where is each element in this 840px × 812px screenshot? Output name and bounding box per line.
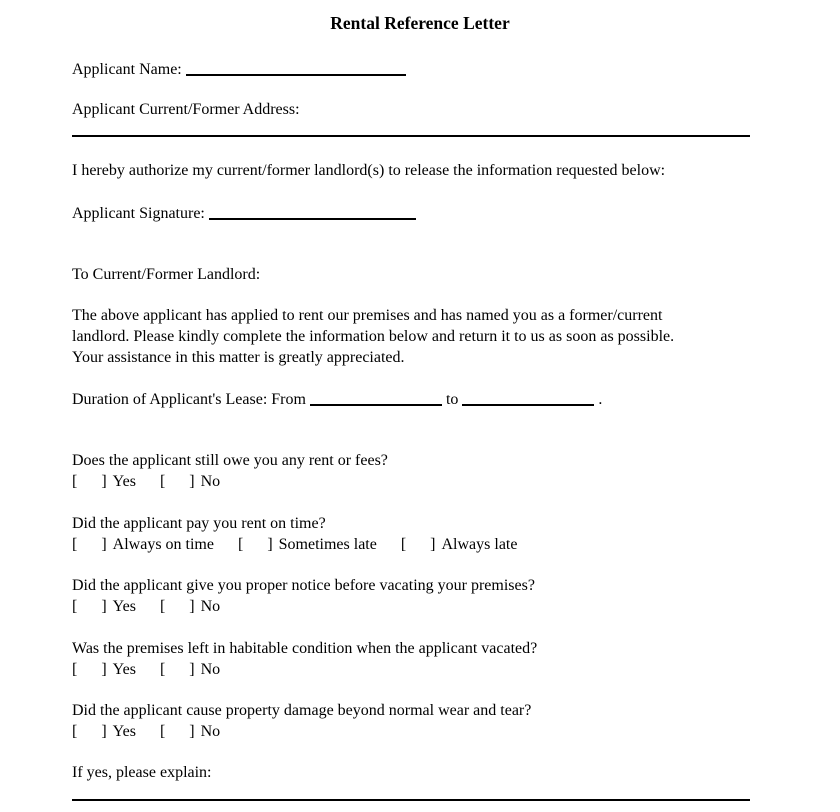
checkbox-option-no[interactable] (160, 661, 220, 678)
question-options (72, 534, 541, 555)
lease-to-blank[interactable] (462, 390, 594, 406)
checkbox-icon[interactable]: [ ] (159, 598, 195, 615)
checkbox-option-yes[interactable] (72, 473, 136, 490)
checkbox-option-yes[interactable] (72, 723, 136, 740)
question-options (72, 659, 537, 680)
question-property-damage (72, 700, 531, 742)
question-text: Did the applicant give you proper notice before vacating your premises? (72, 577, 535, 594)
question-rent-on-time (72, 513, 541, 555)
checkbox-label: No (200, 473, 221, 490)
question-text: Did the applicant pay you rent on time? (72, 515, 326, 532)
applicant-signature-blank[interactable] (209, 204, 416, 220)
question-habitable-condition (72, 638, 537, 680)
intro-line-2: landlord. Please kindly complete the information below and return it to us as soon as possible. (72, 328, 675, 345)
checkbox-option-always-on-time[interactable] (72, 536, 214, 553)
checkbox-icon[interactable]: [ ] (159, 661, 195, 678)
checkbox-option-yes[interactable] (72, 661, 136, 678)
intro-line-3: Your assistance in this matter is greatly appreciated. (72, 349, 405, 366)
applicant-address-blank-line[interactable] (72, 135, 750, 137)
checkbox-icon[interactable]: [ ] (72, 723, 107, 740)
question-proper-notice (72, 575, 535, 617)
checkbox-icon[interactable]: [ ] (72, 473, 107, 490)
checkbox-label: No (200, 723, 221, 740)
intro-paragraph (72, 305, 674, 368)
checkbox-label: No (200, 598, 221, 615)
landlord-salutation: To Current/Former Landlord: (72, 266, 261, 283)
question-options (72, 596, 535, 617)
checkbox-icon[interactable]: [ ] (72, 536, 107, 553)
checkbox-icon[interactable]: [ ] (72, 661, 107, 678)
applicant-address-label: Applicant Current/Former Address: (72, 101, 300, 118)
checkbox-option-always-late[interactable] (401, 536, 518, 553)
lease-duration-row (72, 388, 602, 410)
applicant-signature-row (72, 202, 416, 224)
checkbox-icon[interactable]: [ ] (159, 473, 195, 490)
checkbox-label: Always late (441, 536, 518, 553)
lease-from-blank[interactable] (310, 390, 442, 406)
checkbox-label: Sometimes late (278, 536, 377, 553)
explain-label: If yes, please explain: (72, 764, 212, 781)
question-text: Was the premises left in habitable condition when the applicant vacated? (72, 640, 538, 657)
checkbox-label: No (200, 661, 221, 678)
authorization-text: I hereby authorize my current/former landlord(s) to release the information requested below: (72, 162, 666, 179)
question-owe-rent (72, 450, 388, 492)
question-text: Did the applicant cause property damage beyond normal wear and tear? (72, 702, 532, 719)
applicant-name-row (72, 58, 406, 80)
checkbox-option-no[interactable] (160, 473, 220, 490)
lease-duration-period: . (598, 391, 603, 408)
applicant-signature-label: Applicant Signature: (72, 205, 205, 222)
explain-blank-line[interactable] (72, 799, 750, 801)
checkbox-label: Yes (112, 598, 136, 615)
lease-duration-to-label: to (445, 391, 459, 408)
applicant-name-blank[interactable] (186, 60, 406, 76)
checkbox-label: Yes (112, 473, 136, 490)
question-text: Does the applicant still owe you any rent or fees? (72, 452, 388, 469)
lease-duration-label: Duration of Applicant's Lease: From (72, 391, 306, 408)
checkbox-icon[interactable]: [ ] (237, 536, 273, 553)
checkbox-icon[interactable]: [ ] (72, 598, 107, 615)
applicant-name-label: Applicant Name: (72, 61, 182, 78)
checkbox-label: Yes (112, 723, 136, 740)
question-options (72, 721, 531, 742)
checkbox-option-no[interactable] (160, 598, 220, 615)
intro-line-1: The above applicant has applied to rent our premises and has named you as a former/current (72, 307, 663, 324)
question-options (72, 471, 388, 492)
checkbox-option-sometimes-late[interactable] (238, 536, 377, 553)
checkbox-label: Always on time (112, 536, 214, 553)
checkbox-option-no[interactable] (160, 723, 220, 740)
checkbox-icon[interactable]: [ ] (159, 723, 195, 740)
checkbox-option-yes[interactable] (72, 598, 136, 615)
page-title: Rental Reference Letter (330, 13, 510, 33)
checkbox-icon[interactable]: [ ] (400, 536, 436, 553)
checkbox-label: Yes (112, 661, 136, 678)
